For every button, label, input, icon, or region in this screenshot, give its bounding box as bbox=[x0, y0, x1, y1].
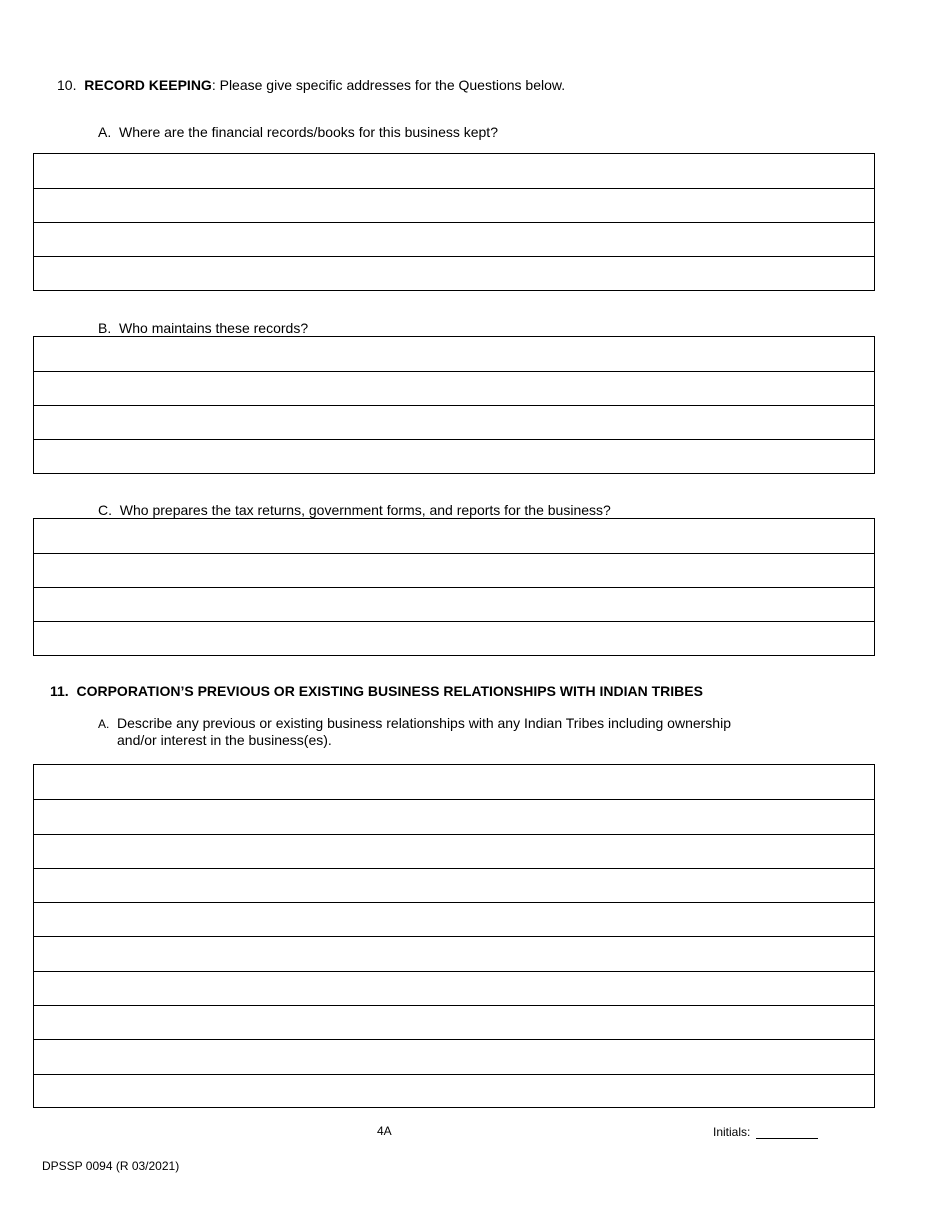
answer-line[interactable] bbox=[34, 936, 874, 970]
section-11-number: 11. bbox=[50, 683, 69, 699]
question-11a-line-2: and/or interest in the business(es). bbox=[117, 732, 332, 748]
answer-10a-line-1[interactable] bbox=[34, 154, 874, 188]
answer-box-10c bbox=[33, 518, 875, 656]
answer-line[interactable] bbox=[34, 405, 874, 439]
question-10b-letter: B. bbox=[98, 320, 112, 336]
section-10-title: RECORD KEEPING bbox=[84, 77, 212, 93]
answer-11a-line-7[interactable] bbox=[34, 972, 874, 1005]
answer-line[interactable] bbox=[34, 971, 874, 1005]
answer-10c-line-4[interactable] bbox=[34, 622, 874, 655]
section-10-intro: : Please give specific addresses for the Questions below. bbox=[211, 77, 566, 93]
answer-10c-line-2[interactable] bbox=[34, 554, 874, 587]
answer-10b-line-2[interactable] bbox=[34, 372, 874, 405]
answer-line[interactable] bbox=[34, 256, 874, 290]
answer-line[interactable] bbox=[34, 902, 874, 936]
section-11-heading bbox=[50, 683, 703, 699]
section-10-number: 10. bbox=[57, 77, 77, 93]
answer-10c-line-3[interactable] bbox=[34, 588, 874, 621]
answer-11a-line-2[interactable] bbox=[34, 800, 874, 833]
initials-input-line[interactable] bbox=[756, 1124, 818, 1139]
section-11-title: CORPORATION’S PREVIOUS OR EXISTING BUSINESS RELATIONSHIPS WITH INDIAN TRIBES bbox=[76, 683, 703, 699]
answer-line[interactable] bbox=[34, 337, 874, 371]
answer-line[interactable] bbox=[34, 188, 874, 222]
answer-box-10a bbox=[33, 153, 875, 291]
answer-line[interactable] bbox=[34, 154, 874, 188]
answer-11a-line-9[interactable] bbox=[34, 1040, 874, 1073]
answer-line[interactable] bbox=[34, 621, 874, 655]
answer-line[interactable] bbox=[34, 799, 874, 833]
answer-line[interactable] bbox=[34, 834, 874, 868]
answer-10c-line-1[interactable] bbox=[34, 519, 874, 553]
answer-line[interactable] bbox=[34, 587, 874, 621]
answer-11a-line-3[interactable] bbox=[34, 835, 874, 868]
section-10-heading bbox=[57, 77, 565, 93]
initials-field bbox=[713, 1124, 818, 1139]
answer-line[interactable] bbox=[34, 371, 874, 405]
answer-11a-line-8[interactable] bbox=[34, 1006, 874, 1039]
answer-11a-line-10[interactable] bbox=[34, 1075, 874, 1107]
answer-box-11a bbox=[33, 764, 875, 1108]
answer-11a-line-6[interactable] bbox=[34, 937, 874, 970]
question-10b-label bbox=[98, 320, 308, 336]
answer-box-10b bbox=[33, 336, 875, 474]
answer-line[interactable] bbox=[34, 222, 874, 256]
answer-10a-line-3[interactable] bbox=[34, 223, 874, 256]
initials-label: Initials: bbox=[713, 1125, 751, 1139]
question-10a-label bbox=[98, 124, 498, 140]
page-number: 4A bbox=[377, 1124, 392, 1138]
answer-line[interactable] bbox=[34, 1005, 874, 1039]
answer-line[interactable] bbox=[34, 439, 874, 473]
question-11a-line-1: Describe any previous or existing business relationships with any Indian Tribes including ownership bbox=[117, 715, 731, 731]
question-10a-letter: A. bbox=[98, 124, 112, 140]
question-10c-label bbox=[98, 502, 611, 518]
form-id: DPSSP 0094 (R 03/2021) bbox=[42, 1159, 180, 1173]
question-11a-letter: A. bbox=[98, 717, 110, 731]
answer-line[interactable] bbox=[34, 868, 874, 902]
answer-10a-line-4[interactable] bbox=[34, 257, 874, 290]
question-10a-text: Where are the financial records/books for this business kept? bbox=[119, 124, 498, 140]
answer-10b-line-4[interactable] bbox=[34, 440, 874, 473]
answer-10a-line-2[interactable] bbox=[34, 189, 874, 222]
answer-line[interactable] bbox=[34, 519, 874, 553]
question-10c-letter: C. bbox=[98, 502, 112, 518]
answer-11a-line-1[interactable] bbox=[34, 765, 874, 799]
answer-10b-line-3[interactable] bbox=[34, 406, 874, 439]
answer-11a-line-4[interactable] bbox=[34, 869, 874, 902]
answer-line[interactable] bbox=[34, 1039, 874, 1073]
answer-line[interactable] bbox=[34, 1074, 874, 1107]
question-10c-text: Who prepares the tax returns, government forms, and reports for the business? bbox=[119, 502, 611, 518]
answer-line[interactable] bbox=[34, 765, 874, 799]
answer-11a-line-5[interactable] bbox=[34, 903, 874, 936]
question-10b-text: Who maintains these records? bbox=[119, 320, 309, 336]
answer-line[interactable] bbox=[34, 553, 874, 587]
answer-10b-line-1[interactable] bbox=[34, 337, 874, 371]
